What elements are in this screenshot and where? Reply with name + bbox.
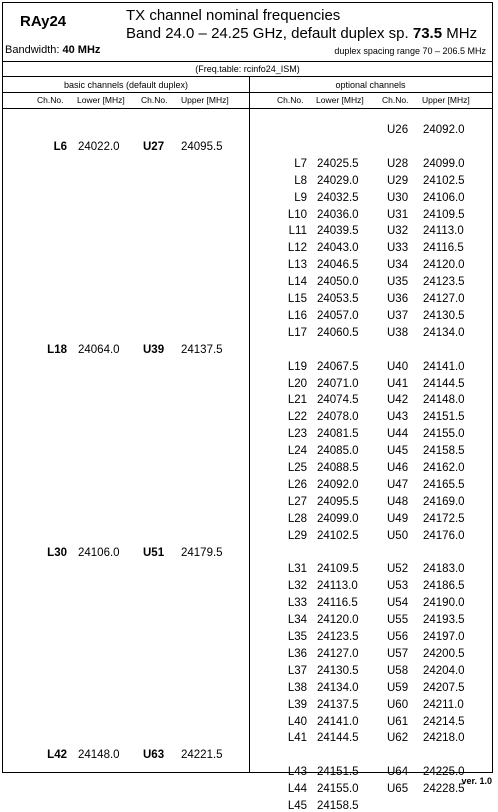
optional-upper-frequency: 24172.5 bbox=[423, 512, 465, 525]
optional-lower-frequency: 24120.0 bbox=[317, 614, 359, 627]
optional-upper-channel: U64 bbox=[387, 766, 409, 779]
optional-lower-channel: L20 bbox=[287, 377, 307, 390]
optional-upper-frequency: 24141.0 bbox=[423, 360, 465, 373]
optional-lower-frequency: 24144.5 bbox=[317, 732, 359, 745]
model-name: RAy24 bbox=[20, 13, 67, 30]
optional-upper-channel: U35 bbox=[387, 276, 409, 289]
optional-upper-frequency: 24158.5 bbox=[423, 445, 465, 458]
optional-lower-channel: L10 bbox=[287, 208, 307, 221]
bandwidth-value: 40 MHz bbox=[62, 44, 101, 56]
optional-upper-frequency: 24127.0 bbox=[423, 293, 465, 305]
optional-lower-channel: L11 bbox=[288, 225, 307, 238]
divider bbox=[3, 61, 492, 62]
optional-lower-frequency: 24053.5 bbox=[317, 293, 359, 305]
optional-lower-channel: L45 bbox=[287, 800, 307, 812]
basic-lower-channel: L18 bbox=[47, 343, 67, 356]
basic-lower-channel: L30 bbox=[47, 546, 67, 559]
optional-lower-channel: L13 bbox=[287, 259, 307, 272]
optional-upper-frequency: 24218.0 bbox=[423, 732, 465, 745]
column-divider bbox=[249, 76, 250, 772]
optional-upper-frequency: 24207.5 bbox=[423, 681, 465, 694]
optional-lower-frequency: 24102.5 bbox=[317, 529, 359, 542]
page-title: TX channel nominal frequencies bbox=[126, 7, 341, 24]
optional-upper-channel: U62 bbox=[387, 732, 409, 745]
optional-upper-channel: U53 bbox=[387, 580, 409, 593]
optional-upper-channel: U30 bbox=[387, 191, 409, 204]
divider bbox=[3, 108, 492, 109]
basic-upper-channel: U27 bbox=[143, 140, 165, 153]
optional-lower-frequency: 24039.5 bbox=[317, 225, 359, 238]
optional-upper-frequency: 24151.5 bbox=[423, 411, 465, 424]
optional-lower-frequency: 24071.0 bbox=[317, 377, 359, 390]
optional-upper-channel: U44 bbox=[387, 428, 409, 441]
optional-upper-frequency: 24092.0 bbox=[423, 124, 465, 136]
optional-lower-channel: L37 bbox=[287, 664, 307, 677]
optional-lower-channel: L22 bbox=[287, 411, 307, 424]
optional-lower-frequency: 24050.0 bbox=[317, 276, 359, 289]
basic-lower-frequency: 24106.0 bbox=[78, 546, 120, 559]
default-duplex-unit: MHz bbox=[446, 25, 478, 42]
optional-upper-frequency: 24113.0 bbox=[423, 225, 464, 238]
optional-upper-channel: U55 bbox=[387, 614, 409, 627]
optional-lower-channel: L9 bbox=[294, 191, 307, 204]
optional-lower-channel: L26 bbox=[287, 478, 307, 491]
optional-lower-channel: L31 bbox=[287, 563, 307, 576]
optional-upper-channel: U59 bbox=[387, 681, 409, 694]
optional-upper-channel: U58 bbox=[387, 664, 409, 677]
optional-lower-channel: L43 bbox=[287, 766, 307, 779]
optional-lower-channel: L12 bbox=[287, 242, 307, 255]
optional-upper-channel: U43 bbox=[387, 411, 409, 424]
optional-lower-frequency: 24141.0 bbox=[317, 715, 359, 728]
basic-upper-channel: U51 bbox=[143, 546, 165, 559]
optional-lower-frequency: 24085.0 bbox=[317, 445, 359, 458]
optional-upper-frequency: 24162.0 bbox=[423, 462, 465, 474]
optional-upper-frequency: 24116.5 bbox=[423, 242, 464, 255]
optional-lower-channel: L44 bbox=[287, 783, 307, 796]
optional-lower-channel: L21 bbox=[287, 394, 307, 407]
optional-lower-frequency: 24134.0 bbox=[317, 681, 359, 694]
freq-table-ref: (Freq.table: rcinfo24_ISM) bbox=[195, 64, 300, 74]
optional-lower-frequency: 24095.5 bbox=[317, 495, 359, 508]
optional-lower-frequency: 24060.5 bbox=[317, 326, 359, 339]
optional-upper-frequency: 24123.5 bbox=[423, 276, 465, 289]
optional-upper-channel: U61 bbox=[387, 715, 409, 728]
basic-lower-channel: L42 bbox=[47, 749, 67, 762]
optional-lower-frequency: 24116.5 bbox=[317, 597, 358, 610]
optional-lower-channel: L16 bbox=[287, 309, 307, 322]
optional-upper-frequency: 24211.0 bbox=[423, 698, 464, 711]
col-header-opt-ch: Ch.No. bbox=[277, 95, 304, 105]
optional-lower-channel: L15 bbox=[287, 293, 307, 305]
col-header-basic-ch2: Ch.No. bbox=[141, 95, 168, 105]
optional-lower-channel: L38 bbox=[287, 681, 307, 694]
duplex-range: duplex spacing range 70 – 206.5 MHz bbox=[334, 46, 486, 56]
optional-lower-frequency: 24123.5 bbox=[317, 631, 359, 643]
basic-upper-channel: U63 bbox=[143, 749, 165, 762]
optional-upper-frequency: 24228.5 bbox=[423, 783, 465, 796]
basic-upper-frequency: 24095.5 bbox=[181, 140, 223, 153]
col-header-opt-upper: Upper [MHz] bbox=[422, 95, 470, 105]
optional-section-title: optional channels bbox=[335, 80, 406, 90]
optional-lower-frequency: 24099.0 bbox=[317, 512, 359, 525]
optional-upper-channel: U26 bbox=[387, 124, 409, 136]
optional-lower-frequency: 24088.5 bbox=[317, 462, 359, 474]
optional-lower-channel: L8 bbox=[294, 174, 307, 187]
optional-upper-frequency: 24099.0 bbox=[423, 157, 465, 170]
optional-lower-channel: L7 bbox=[294, 157, 307, 170]
band-line bbox=[126, 25, 477, 42]
optional-lower-frequency: 24057.0 bbox=[317, 309, 359, 322]
optional-lower-channel: L39 bbox=[287, 698, 307, 711]
optional-upper-frequency: 24197.0 bbox=[423, 631, 465, 643]
col-header-basic-lower: Lower [MHz] bbox=[77, 95, 125, 105]
optional-lower-frequency: 24130.5 bbox=[317, 664, 359, 677]
optional-upper-channel: U49 bbox=[387, 512, 409, 525]
optional-upper-frequency: 24200.5 bbox=[423, 647, 465, 660]
optional-upper-channel: U56 bbox=[387, 631, 409, 643]
basic-lower-channel: L6 bbox=[53, 140, 67, 153]
optional-upper-frequency: 24186.5 bbox=[423, 580, 465, 593]
optional-lower-channel: L17 bbox=[287, 326, 307, 339]
optional-lower-frequency: 24032.5 bbox=[317, 191, 359, 204]
optional-upper-channel: U36 bbox=[387, 293, 409, 305]
optional-upper-frequency: 24183.0 bbox=[423, 563, 465, 576]
optional-lower-frequency: 24092.0 bbox=[317, 478, 359, 491]
optional-upper-channel: U28 bbox=[387, 157, 409, 170]
optional-upper-channel: U40 bbox=[387, 360, 409, 373]
optional-lower-channel: L14 bbox=[287, 276, 307, 289]
optional-lower-frequency: 24046.5 bbox=[317, 259, 359, 272]
optional-upper-channel: U52 bbox=[387, 563, 409, 576]
optional-lower-channel: L23 bbox=[287, 428, 307, 441]
optional-lower-frequency: 24081.5 bbox=[317, 428, 359, 441]
optional-upper-frequency: 24225.0 bbox=[423, 766, 465, 779]
optional-lower-frequency: 24036.0 bbox=[317, 208, 359, 221]
optional-lower-channel: L35 bbox=[287, 631, 307, 643]
basic-lower-frequency: 24064.0 bbox=[78, 343, 120, 356]
optional-lower-frequency: 24151.5 bbox=[317, 766, 359, 779]
optional-upper-frequency: 24144.5 bbox=[423, 377, 465, 390]
bandwidth-line bbox=[5, 44, 100, 56]
optional-lower-frequency: 24109.5 bbox=[317, 563, 359, 576]
optional-lower-frequency: 24043.0 bbox=[317, 242, 359, 255]
optional-upper-frequency: 24102.5 bbox=[423, 174, 465, 187]
optional-upper-channel: U41 bbox=[387, 377, 409, 390]
optional-lower-frequency: 24029.0 bbox=[317, 174, 359, 187]
col-header-opt-ch2: Ch.No. bbox=[382, 95, 409, 105]
optional-lower-channel: L32 bbox=[287, 580, 307, 593]
optional-upper-channel: U46 bbox=[387, 462, 409, 474]
basic-upper-frequency: 24137.5 bbox=[181, 343, 223, 356]
optional-upper-frequency: 24190.0 bbox=[423, 597, 465, 610]
optional-lower-channel: L33 bbox=[287, 597, 307, 610]
optional-upper-frequency: 24169.0 bbox=[423, 495, 465, 508]
version-label: ver. 1.0 bbox=[461, 776, 492, 786]
optional-upper-channel: U37 bbox=[387, 309, 409, 322]
optional-lower-frequency: 24137.5 bbox=[317, 698, 359, 711]
optional-upper-frequency: 24130.5 bbox=[423, 309, 465, 322]
optional-lower-channel: L40 bbox=[287, 715, 307, 728]
optional-upper-frequency: 24165.5 bbox=[423, 478, 465, 491]
optional-lower-frequency: 24078.0 bbox=[317, 411, 359, 424]
optional-upper-frequency: 24155.0 bbox=[423, 428, 465, 441]
optional-lower-frequency: 24113.0 bbox=[317, 580, 358, 593]
optional-lower-channel: L41 bbox=[287, 732, 307, 745]
bandwidth-label: Bandwidth: bbox=[5, 44, 60, 56]
divider bbox=[3, 76, 492, 77]
default-duplex-value: 73.5 bbox=[412, 25, 443, 42]
optional-upper-channel: U50 bbox=[387, 529, 409, 542]
col-header-opt-lower: Lower [MHz] bbox=[316, 95, 364, 105]
optional-upper-frequency: 24106.0 bbox=[423, 191, 465, 204]
optional-upper-channel: U45 bbox=[387, 445, 409, 458]
optional-upper-channel: U29 bbox=[387, 174, 409, 187]
optional-upper-frequency: 24176.0 bbox=[423, 529, 465, 542]
optional-upper-channel: U65 bbox=[387, 783, 409, 796]
optional-upper-channel: U57 bbox=[387, 647, 409, 660]
optional-upper-channel: U33 bbox=[387, 242, 409, 255]
optional-upper-channel: U31 bbox=[387, 208, 409, 221]
optional-lower-frequency: 24127.0 bbox=[317, 647, 359, 660]
optional-upper-frequency: 24134.0 bbox=[423, 326, 465, 339]
optional-upper-frequency: 24193.5 bbox=[423, 614, 465, 627]
optional-upper-frequency: 24148.0 bbox=[423, 394, 465, 407]
optional-upper-channel: U34 bbox=[387, 259, 409, 272]
optional-lower-channel: L28 bbox=[287, 512, 307, 525]
basic-upper-frequency: 24221.5 bbox=[181, 749, 223, 762]
optional-lower-channel: L27 bbox=[287, 495, 307, 508]
optional-lower-frequency: 24025.5 bbox=[317, 157, 359, 170]
optional-lower-frequency: 24067.5 bbox=[317, 360, 359, 373]
optional-upper-channel: U48 bbox=[387, 495, 409, 508]
optional-lower-frequency: 24155.0 bbox=[317, 783, 359, 796]
optional-upper-channel: U54 bbox=[387, 597, 409, 610]
basic-upper-frequency: 24179.5 bbox=[181, 546, 223, 559]
basic-upper-channel: U39 bbox=[143, 343, 165, 356]
divider bbox=[3, 92, 492, 93]
optional-lower-channel: L25 bbox=[287, 462, 307, 474]
optional-upper-frequency: 24109.5 bbox=[423, 208, 465, 221]
optional-upper-channel: U42 bbox=[387, 394, 409, 407]
optional-upper-channel: U38 bbox=[387, 326, 409, 339]
optional-lower-channel: L34 bbox=[287, 614, 307, 627]
optional-lower-channel: L29 bbox=[287, 529, 307, 542]
optional-lower-channel: L36 bbox=[287, 647, 307, 660]
optional-upper-channel: U60 bbox=[387, 698, 409, 711]
optional-lower-channel: L19 bbox=[287, 360, 307, 373]
optional-upper-channel: U47 bbox=[387, 478, 409, 491]
basic-section-title: basic channels (default duplex) bbox=[63, 80, 189, 90]
basic-lower-frequency: 24022.0 bbox=[78, 140, 120, 153]
optional-lower-frequency: 24158.5 bbox=[317, 800, 359, 812]
optional-upper-frequency: 24204.0 bbox=[423, 664, 465, 677]
optional-lower-channel: L24 bbox=[287, 445, 307, 458]
col-header-basic-ch: Ch.No. bbox=[37, 95, 64, 105]
band-line-prefix: Band 24.0 – 24.25 GHz, default duplex sp. bbox=[126, 25, 409, 42]
optional-lower-frequency: 24074.5 bbox=[317, 394, 359, 407]
col-header-basic-upper: Upper [MHz] bbox=[181, 95, 229, 105]
optional-upper-channel: U32 bbox=[387, 225, 409, 238]
basic-lower-frequency: 24148.0 bbox=[78, 749, 120, 762]
optional-upper-frequency: 24120.0 bbox=[423, 259, 465, 272]
optional-upper-frequency: 24214.5 bbox=[423, 715, 465, 728]
